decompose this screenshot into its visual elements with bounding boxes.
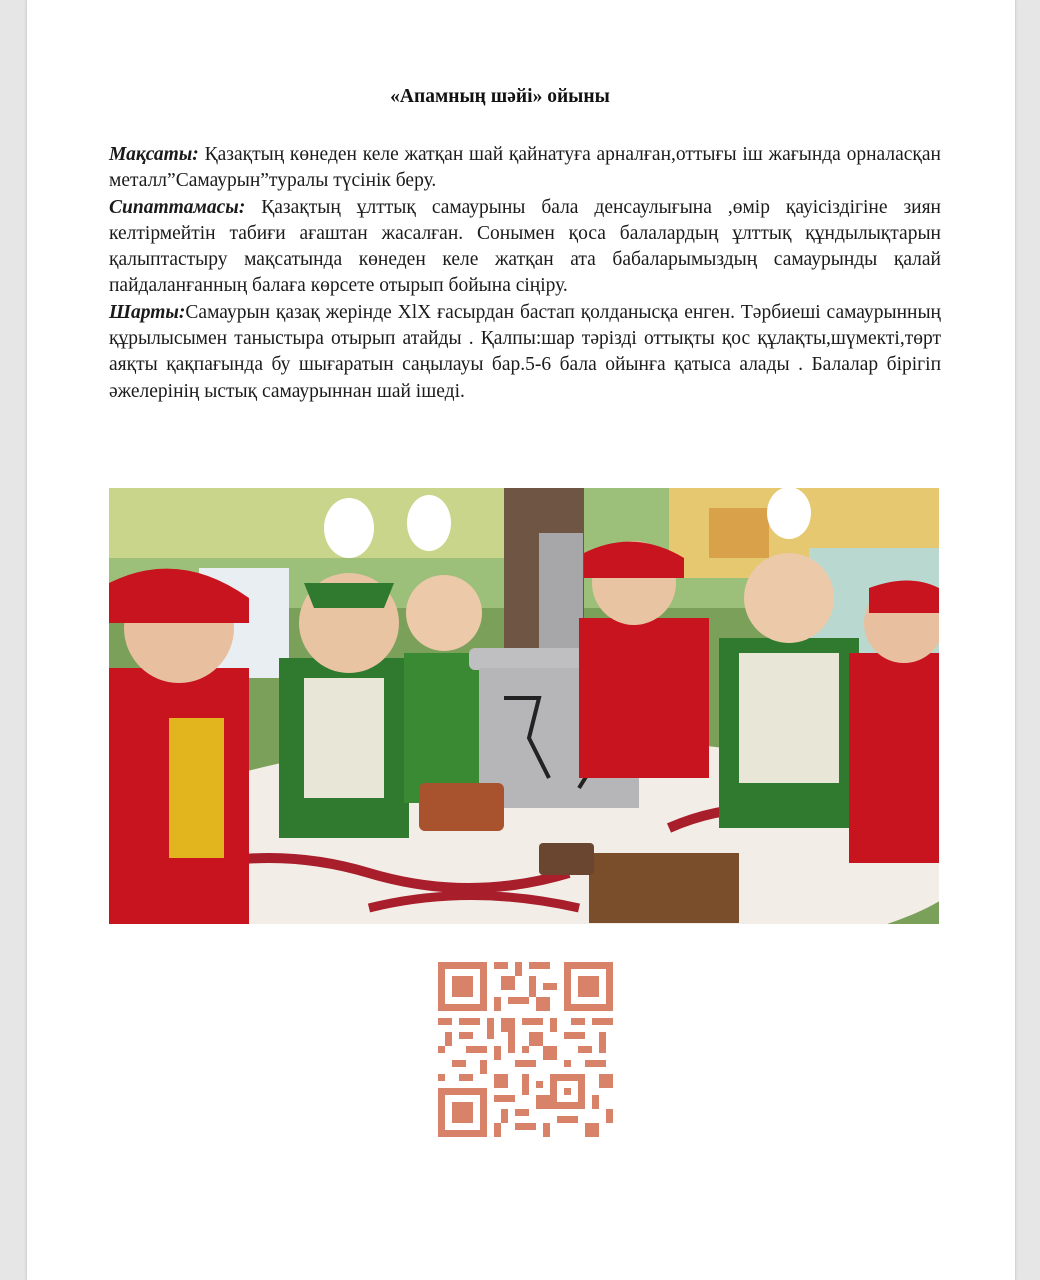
paragraph-text: Самаурын қазақ жерінде XlX ғасырдан бастап қолданысқа енген. Тәрбиеші самаурынның құрылысымен таныстыра отырып атайды . Қалпы:шар тәрізді оттықты қос құлақты,шүмекті,төрт аяқты қақпағында бу шығаратын саңылауы бар.5-6 бала ойынға қатыса алады . Балалар бірігіп әжелерінің ыстық самаурыннан шай ішеді.	[109, 301, 941, 402]
paragraph-text: Қазақтың ұлттық самаурыны бала денсаулығына ,өмір қауісіздігіне зиян келтірмейтін табиғи ағаштан жасалған. Сонымен қоса балалардың ұлттық құндылықтарын қалыптастыру мақсатында көнеден келе жатқан ата бабаларымыздың самаурынды қалай пайдаланғанның балаға көрсете отырып бойына сіңіру.	[109, 196, 941, 297]
paragraph-rules	[109, 300, 941, 405]
paragraph-text: Қазақтың көнеден келе жатқан шай қайнатуға арналған,оттығы іш жағында орналасқан металл”Самаурын”туралы түсінік беру.	[109, 144, 941, 192]
qr-code-icon	[438, 962, 613, 1137]
paragraph-description	[109, 195, 941, 300]
paragraph-goal	[109, 142, 941, 195]
paragraph-label: Сипаттамасы:	[109, 196, 246, 218]
document-title: «Апамның шәйі» ойыны	[390, 86, 610, 107]
paragraph-label: Шарты:	[109, 301, 186, 323]
paragraph-label: Мақсаты:	[109, 144, 199, 165]
children-samovar-photo	[109, 488, 939, 924]
document-body	[109, 142, 941, 405]
